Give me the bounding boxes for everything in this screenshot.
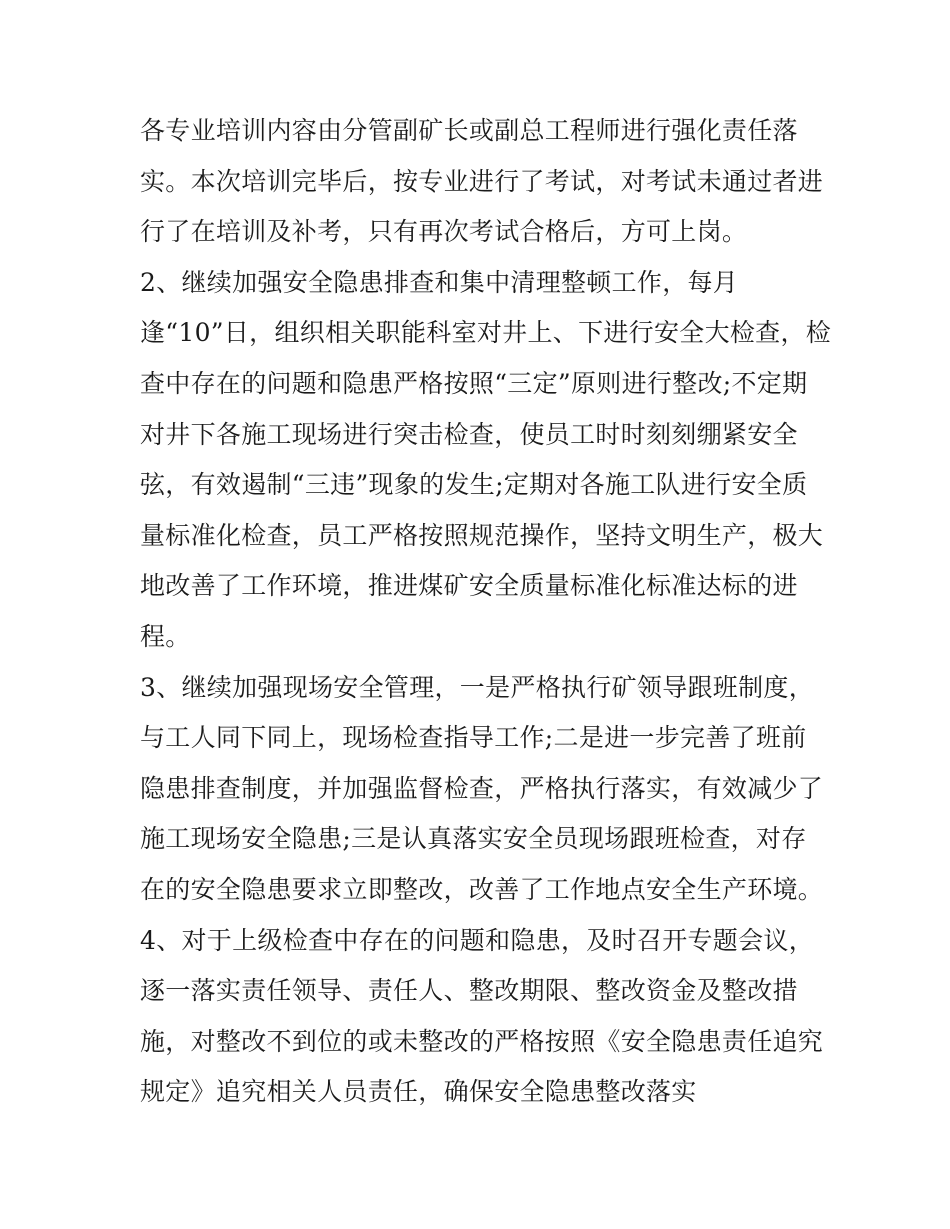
text-line: 地改善了工作环境，推进煤矿安全质量标准化标准达标的进 — [140, 571, 798, 601]
document-body — [140, 106, 832, 1118]
text-line: 各专业培训内容由分管副矿长或副总工程师进行强化责任落 — [140, 116, 798, 145]
text-line: 规定》追究相关人员责任，确保安全隐患整改落实 — [140, 1077, 697, 1107]
text-line: 施，对整改不到位的或未整改的严格按照《安全隐患责任追究 — [140, 1026, 824, 1056]
text-line: 逢“10”日，组织相关职能科室对井上、下进行安全大检查，检 — [140, 318, 832, 348]
text-line: 查中存在的问题和隐患严格按照“三定”原则进行整改;不定期 — [140, 368, 808, 398]
text-line: 弦，有效遏制“三违”现象的发生;定期对各施工队进行安全质 — [140, 470, 808, 500]
text-line: 2、继续加强安全隐患排查和集中清理整顿工作，每月 — [140, 267, 739, 297]
text-line: 与工人同下同上，现场检查指导工作;二是进一步完善了班前 — [140, 723, 807, 753]
text-line: 3、继续加强现场安全管理，一是严格执行矿领导跟班制度， — [140, 672, 815, 702]
text-line: 程。 — [140, 621, 191, 651]
text-line: 在的安全隐患要求立即整改，改善了工作地点安全生产环境。 — [140, 874, 824, 904]
text-line: 隐患排查制度，并加强监督检查，严格执行落实，有效减少了 — [140, 773, 824, 803]
text-line: 逐一落实责任领导、责任人、整改期限、整改资金及整改措 — [140, 976, 798, 1006]
text-line: 施工现场安全隐患;三是认真落实安全员现场跟班检查，对存 — [140, 824, 807, 854]
text-line: 4、对于上级检查中存在的问题和隐患，及时召开专题会议， — [140, 925, 815, 955]
text-line: 量标准化检查，员工严格按照规范操作，坚持文明生产，极大 — [140, 520, 824, 550]
text-line: 行了在培训及补考，只有再次考试合格后，方可上岗。 — [140, 217, 748, 247]
text-line: 对井下各施工现场进行突击检查，使员工时时刻刻绷紧安全 — [140, 419, 798, 449]
text-line: 实。本次培训完毕后，按专业进行了考试，对考试未通过者进 — [140, 166, 824, 196]
